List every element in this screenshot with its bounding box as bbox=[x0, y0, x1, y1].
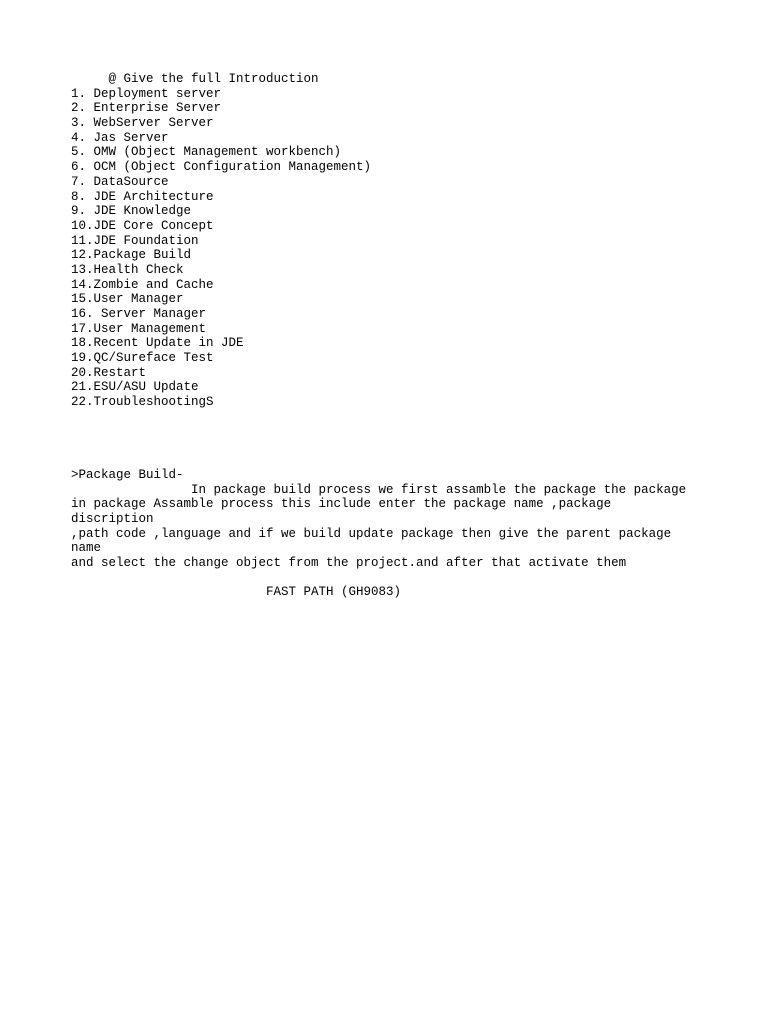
document-page bbox=[71, 72, 751, 599]
spacer bbox=[71, 410, 751, 468]
fast-path-label: FAST PATH (GH9083) bbox=[71, 584, 402, 599]
topic-item: 14.Zombie and Cache bbox=[71, 277, 214, 292]
paragraph-line: and select the change object from the project.and after that activate them bbox=[71, 555, 627, 570]
topic-item: 16. Server Manager bbox=[71, 307, 207, 321]
topic-item: 10.JDE Core Concept bbox=[71, 218, 214, 233]
topic-item: 13.Health Check bbox=[71, 262, 184, 277]
paragraph-line: In package build process we first assamble the package the package bbox=[71, 482, 687, 497]
topic-item: 3. WebServer Server bbox=[71, 116, 214, 131]
topic-item: 4. Jas Server bbox=[71, 130, 169, 145]
paragraph-line: name bbox=[71, 541, 102, 556]
paragraph-line: ,path code ,language and if we build update package then give the parent package bbox=[71, 526, 672, 541]
paragraph-line: in package Assamble process this include enter the package name ,package bbox=[71, 497, 612, 512]
topic-item: 11.JDE Foundation bbox=[71, 233, 199, 248]
topic-item: 15.User Manager bbox=[71, 292, 184, 307]
intro-heading: @ Give the full Introduction bbox=[71, 72, 319, 86]
topic-item: 8. JDE Architecture bbox=[71, 189, 214, 204]
topic-item: 19.QC/Sureface Test bbox=[71, 351, 214, 366]
topic-item: 17.User Management bbox=[71, 321, 207, 336]
package-build-section bbox=[71, 468, 751, 600]
paragraph-line: discription bbox=[71, 511, 154, 526]
topic-list bbox=[71, 87, 751, 410]
section-heading: >Package Build- bbox=[71, 467, 184, 482]
topic-item: 2. Enterprise Server bbox=[71, 101, 222, 116]
topic-item: 9. JDE Knowledge bbox=[71, 204, 192, 219]
topic-item: 6. OCM (Object Configuration Management) bbox=[71, 160, 372, 175]
topic-item: 5. OMW (Object Management workbench) bbox=[71, 145, 342, 160]
topic-item: 20.Restart bbox=[71, 365, 147, 380]
topic-item: 21.ESU/ASU Update bbox=[71, 380, 199, 395]
topic-item: 1. Deployment server bbox=[71, 86, 222, 101]
topic-item: 18.Recent Update in JDE bbox=[71, 336, 244, 351]
topic-item: 22.TroubleshootingS bbox=[71, 395, 214, 410]
topic-item: 7. DataSource bbox=[71, 174, 169, 189]
topic-item: 12.Package Build bbox=[71, 248, 192, 263]
